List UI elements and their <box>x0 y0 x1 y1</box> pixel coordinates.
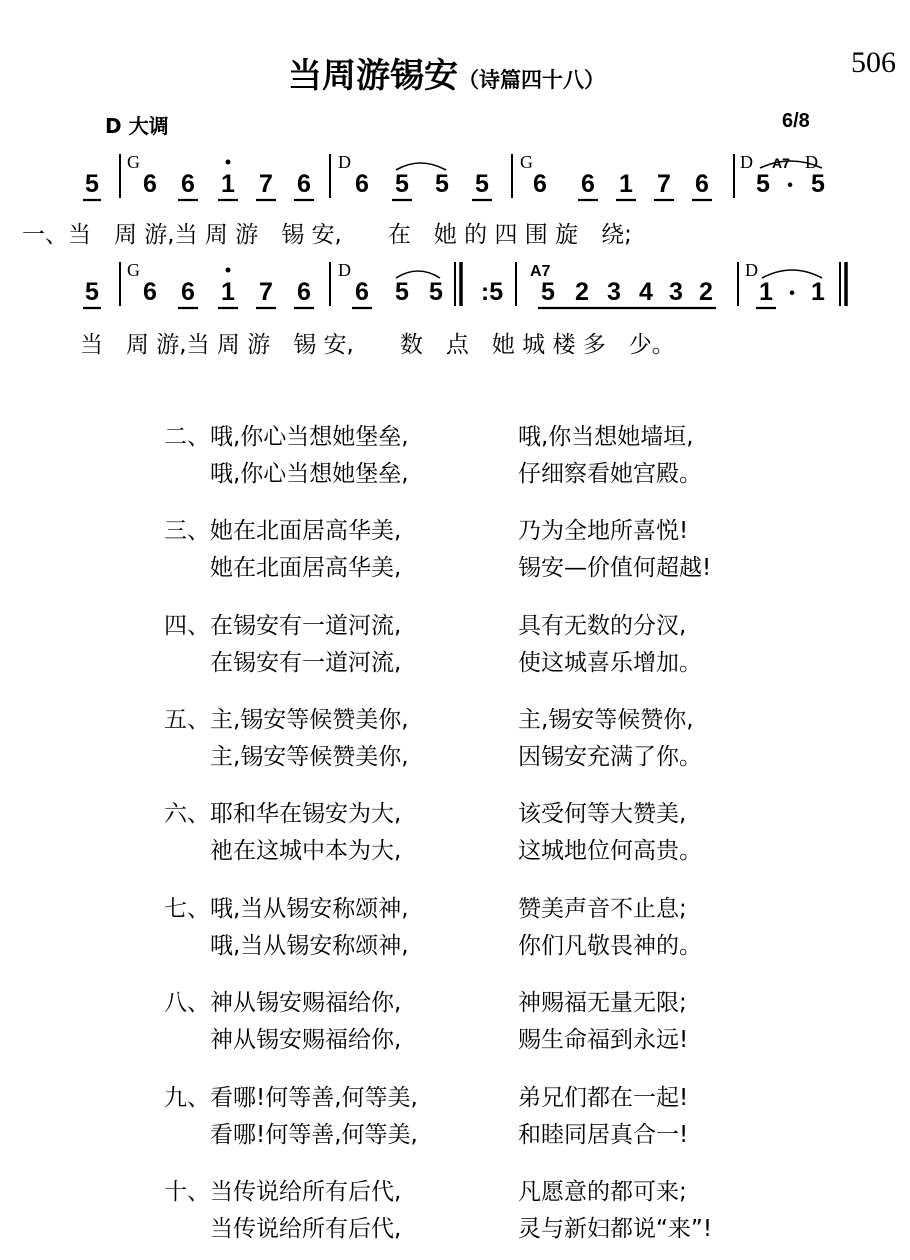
verse-line: 主,锡安等候赞你, <box>518 707 694 733</box>
title-text: 当周游锡安 <box>288 56 458 96</box>
verse-line: 三、她在北面居高华美, <box>164 518 402 544</box>
verse-line: 乃为全地所喜悦! <box>518 518 689 544</box>
octave-dot <box>226 268 231 273</box>
verse-line: 凡愿意的都可来; <box>518 1179 687 1205</box>
chord: D <box>745 260 758 280</box>
verse-line: 赐生命福到永远! <box>518 1027 689 1053</box>
hymn-title <box>288 48 605 97</box>
note: 2 <box>575 278 589 306</box>
note: 5 <box>541 278 555 306</box>
verse-line: 主,锡安等候赞美你, <box>210 744 409 770</box>
note-dot: • <box>789 285 795 302</box>
verse-line: 看哪!何等善,何等美, <box>210 1122 418 1148</box>
chord: G <box>520 152 533 172</box>
note: 6 <box>297 278 311 306</box>
chord: D <box>740 152 753 172</box>
octave-dot <box>226 160 231 165</box>
chord: D <box>805 152 818 172</box>
verse-line: 七、哦,当从锡安称颂神, <box>164 896 409 922</box>
verse-line: 十、当传说给所有后代, <box>164 1179 402 1205</box>
note: 3 <box>607 278 621 306</box>
verse-line: 哦,你当想她墙垣, <box>518 424 694 450</box>
note: 4 <box>639 278 653 306</box>
verse-line: 仔细察看她宫殿。 <box>518 461 702 487</box>
note: 6 <box>181 278 195 306</box>
note: 5 <box>395 278 409 306</box>
verse-line: 和睦同居真合一! <box>518 1122 689 1148</box>
note: 1 <box>759 278 773 306</box>
verse-line: 你们凡敬畏神的。 <box>518 933 702 959</box>
lyric-line-2: 当 周 游,当 周 游 锡 安, 数 点 她 城 楼 多 少。 <box>80 332 675 358</box>
note: 5 <box>429 278 443 306</box>
chord: G <box>127 152 140 172</box>
verse-line: 六、耶和华在锡安为大, <box>164 801 402 827</box>
note: 7 <box>657 170 671 198</box>
note: 5 <box>395 170 409 198</box>
chord: A7 <box>772 155 790 171</box>
verse-line: 九、看哪!何等善,何等美, <box>164 1085 418 1111</box>
verse-line: 当传说给所有后代, <box>210 1216 402 1242</box>
note: 2 <box>699 278 713 306</box>
score-line-2 <box>0 256 910 318</box>
verse-line: 哦,当从锡安称颂神, <box>210 933 409 959</box>
note: 6 <box>181 170 195 198</box>
verse-line: 弟兄们都在一起! <box>518 1085 689 1111</box>
note: 7 <box>259 170 273 198</box>
tie <box>396 163 446 170</box>
score-line-1 <box>0 148 910 210</box>
note: 6 <box>355 278 369 306</box>
note: 6 <box>581 170 595 198</box>
verse-line: 在锡安有一道河流, <box>210 650 402 676</box>
note: 6 <box>533 170 547 198</box>
tie <box>396 271 440 278</box>
verse-line: 锡安—价值何超越! <box>518 555 712 581</box>
note: 6 <box>355 170 369 198</box>
lyric-line-1: 一、当 周 游,当 周 游 锡 安, 在 她 的 四 围 旋 绕; <box>22 222 632 248</box>
verse-line: 她在北面居高华美, <box>210 555 402 581</box>
note: 5 <box>85 278 99 306</box>
note: 1 <box>811 278 825 306</box>
note: 5 <box>756 170 770 198</box>
note: 6 <box>297 170 311 198</box>
note: 6 <box>695 170 709 198</box>
verse-line: 这城地位何高贵。 <box>518 838 702 864</box>
note: 7 <box>259 278 273 306</box>
note: 1 <box>221 170 235 198</box>
verse-line: 灵与新妇都说“来”! <box>518 1216 713 1242</box>
verse-line: 五、主,锡安等候赞美你, <box>164 707 409 733</box>
note: 5 <box>435 170 449 198</box>
note: 5 <box>85 170 99 198</box>
note: 1 <box>619 170 633 198</box>
verse-line: 神赐福无量无限; <box>518 990 687 1016</box>
note: 5 <box>475 170 489 198</box>
chord: D <box>338 152 351 172</box>
verse-line: 该受何等大赞美, <box>518 801 687 827</box>
note: :5 <box>480 278 504 306</box>
note: 6 <box>143 278 157 306</box>
chord: A7 <box>530 263 551 280</box>
hymn-number: 506 <box>851 46 896 79</box>
note: 1 <box>221 278 235 306</box>
verse-line: 祂在这城中本为大, <box>210 838 402 864</box>
verse-line: 因锡安充满了你。 <box>518 744 702 770</box>
verse-line: 具有无数的分汊, <box>518 613 687 639</box>
tie <box>762 270 822 278</box>
chord: G <box>127 260 140 280</box>
verse-line: 神从锡安赐福给你, <box>210 1027 402 1053</box>
verse-line: 八、神从锡安赐福给你, <box>164 990 402 1016</box>
time-signature: 6/8 <box>782 110 810 132</box>
chord: D <box>338 260 351 280</box>
verse-line: 二、哦,你心当想她堡垒, <box>164 424 409 450</box>
key-signature: D 大调 <box>105 114 169 138</box>
note: 5 <box>811 170 825 198</box>
note: 6 <box>143 170 157 198</box>
note-dot: • <box>787 177 793 194</box>
verse-line: 哦,你心当想她堡垒, <box>210 461 409 487</box>
verse-line: 四、在锡安有一道河流, <box>164 613 402 639</box>
verse-line: 赞美声音不止息; <box>518 896 687 922</box>
note: 3 <box>669 278 683 306</box>
title-subtitle: （诗篇四十八） <box>458 68 605 92</box>
verse-line: 使这城喜乐增加。 <box>518 650 702 676</box>
